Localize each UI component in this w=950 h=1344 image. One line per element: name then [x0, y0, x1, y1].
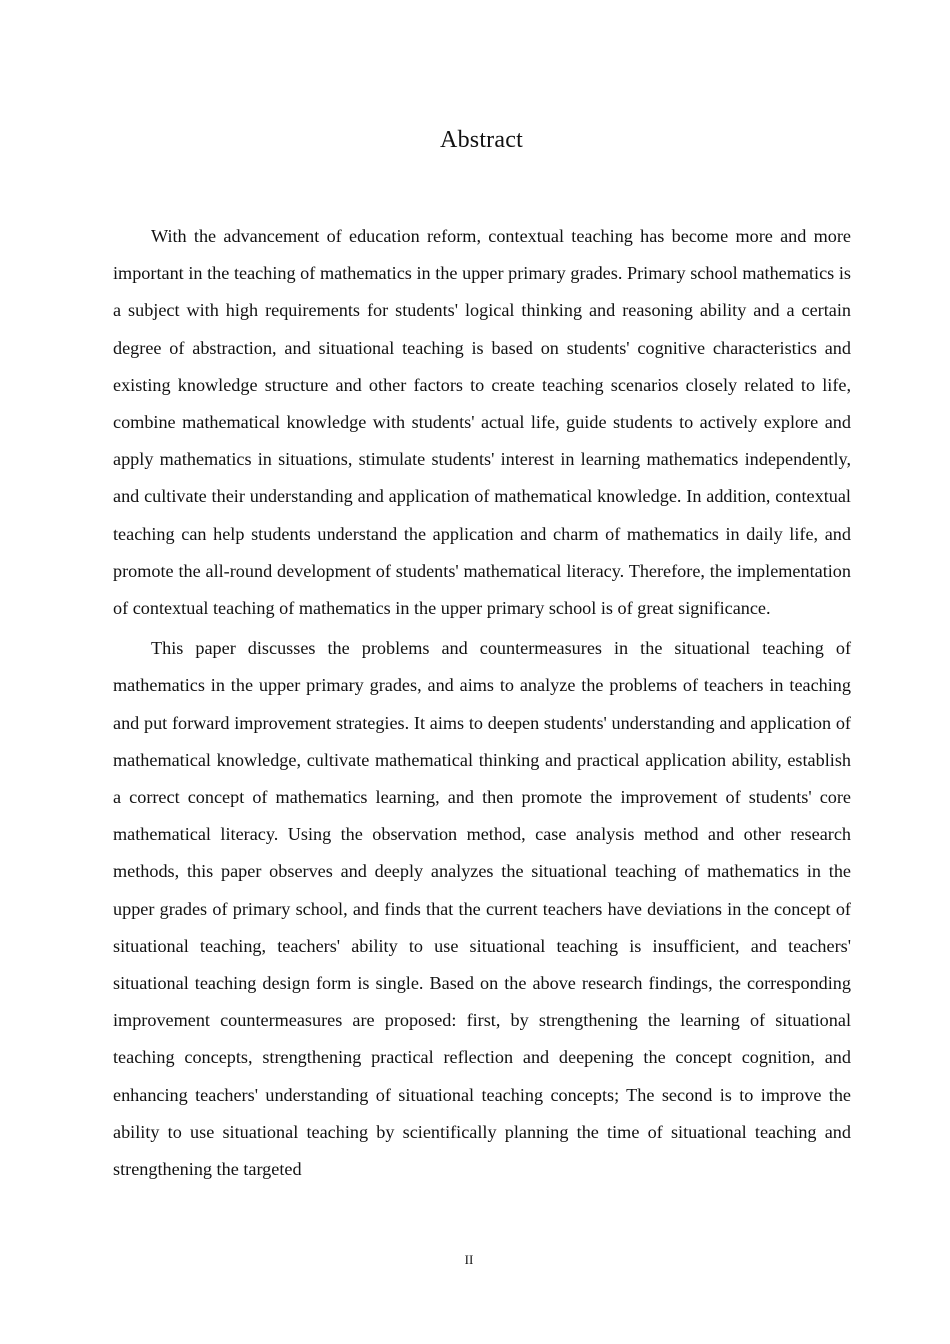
abstract-paragraph-1: With the advancement of education reform, contextual teaching has become more and more important in the teaching of mathematics in the upper primary grades. Primary school mathematics is a subject with high requirements for students' logical thinking and reasoning ability and a certain degree of abstraction, and situational teaching is based on students' cognitive characteristics and existing knowledge structure and other factors to create teaching scenarios closely related to life, combine mathematical knowledge with students' actual life, guide students to actively explore and apply mathematics in situations, stimulate students' interest in learning mathematics independently, and cultivate their understanding and application of mathematical knowledge. In addition, contextual teaching can help students understand the application and charm of mathematics in daily life, and promote the all-round development of students' mathematical literacy. Therefore, the implementation of contextual teaching of mathematics in the upper primary school is of great significance.: [113, 226, 851, 619]
abstract-paragraph-2: This paper discusses the problems and countermeasures in the situational teaching of mathematics in the upper primary grades, and aims to analyze the problems of teachers in teaching and put forward improvement strategies. It aims to deepen students' understanding and application of mathematical knowledge, cultivate mathematical thinking and practical application ability, establish a correct concept of mathematics learning, and then promote the improvement of students' core mathematical literacy. Using the observation method, case analysis method and other research methods, this paper observes and deeply analyzes the situational teaching of mathematics in the upper grades of primary school, and finds that the current teachers have deviations in the concept of situational teaching, teachers' ability to use situational teaching is insufficient, and teachers' situational teaching design form is single. Based on the above research findings, the corresponding improvement countermeasures are proposed: first, by strengthening the learning of situational teaching concepts, strengthening practical reflection and deepening the concept cognition, and enhancing teachers' understanding of situational teaching concepts; The second is to improve the ability to use situational teaching by scientifically planning the time of situational teaching and strengthening the targeted: [113, 638, 851, 1180]
abstract-title: Abstract: [440, 127, 523, 153]
page-number: II: [464, 1252, 474, 1267]
abstract-body: [113, 218, 851, 1191]
